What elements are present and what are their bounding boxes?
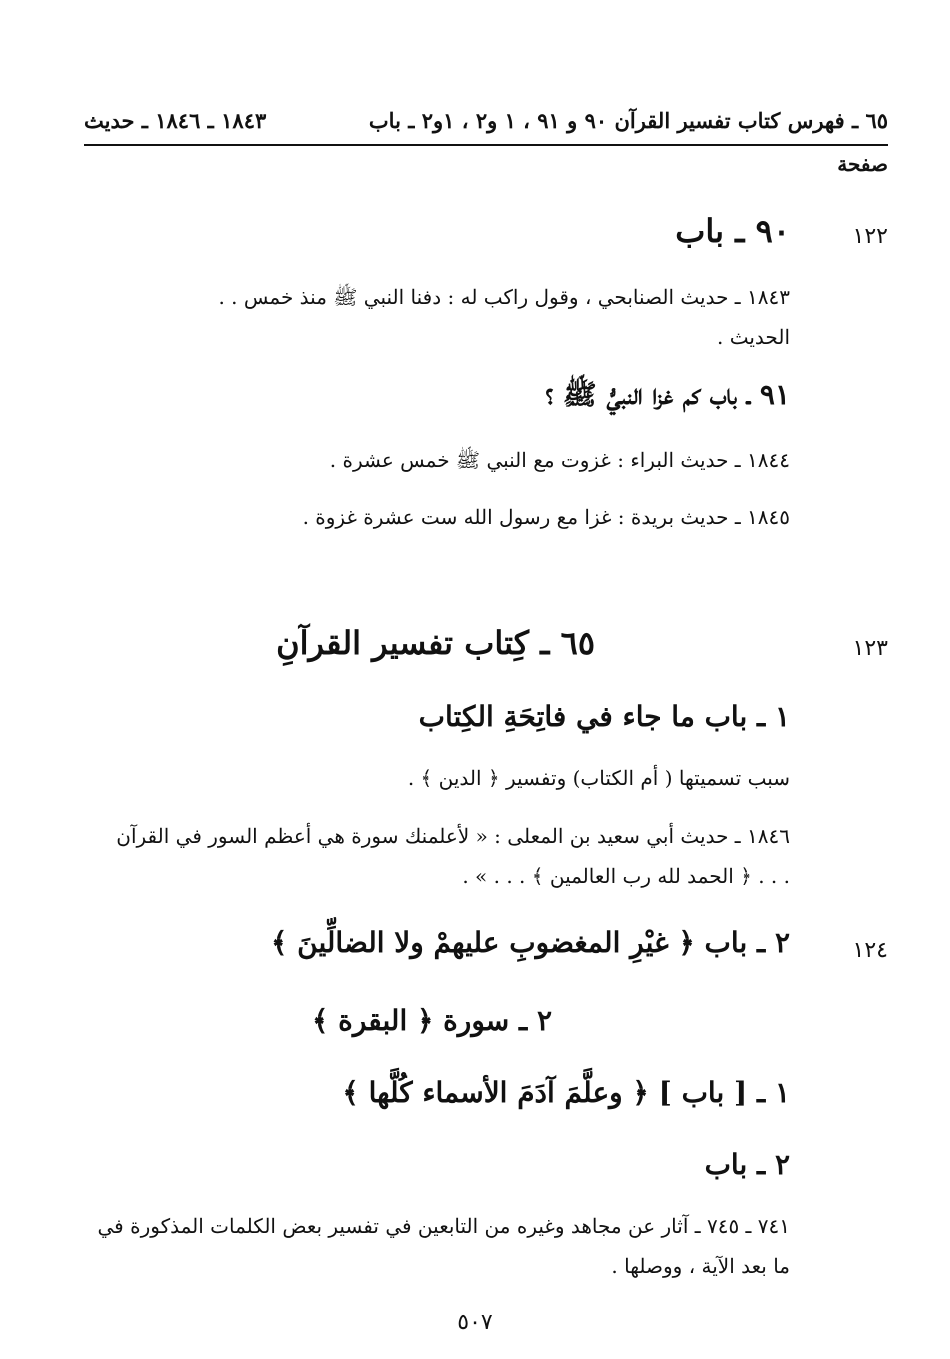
page-ref-124: ١٢٤	[852, 938, 888, 963]
hadith-1844: ١٨٤٤ ـ حديث البراء : غزوت مع النبي ﷺ خمس عشرة .	[329, 448, 790, 472]
hadith-1843-line-1: ١٨٤٣ ـ حديث الصنابحي ، وقول راكب له : دفنا النبي ﷺ منذ خمس . .	[218, 285, 790, 309]
hadith-1845: ١٨٤٥ ـ حديث بريدة : غزا مع رسول الله ست عشرة غزوة .	[302, 505, 790, 529]
bab-1-heading: ١ ـ باب ما جاء في فاتِحَةِ الكِتاب	[418, 700, 790, 733]
sura-2-heading: ٢ ـ سورة ﴿ البقرة ﴾	[312, 1004, 552, 1037]
hadith-1846-line-1: ١٨٤٦ ـ حديث أبي سعيد بن المعلى : « لأعلمنك سورة هي أعظم السور في القرآن	[116, 824, 790, 848]
header-rule	[84, 144, 888, 146]
running-header-title: ٦٥ ـ فهرس كتاب تفسير القرآن ٩٠ و ٩١ ، ١ و٢ ، ١و٢ ـ باب	[368, 108, 888, 133]
running-header-range: ١٨٤٣ ـ ١٨٤٦ ـ حديث	[84, 108, 267, 133]
athar-741-745	[76, 1206, 790, 1286]
bab-90-heading: ٩٠ ـ باب	[675, 212, 790, 250]
hadith-1846	[76, 816, 790, 896]
sura-2-bab-2-heading: ٢ ـ باب	[704, 1148, 790, 1181]
athar-line-2: ما بعد الآية ، ووصلها .	[611, 1254, 790, 1278]
athar-line-1: ٧٤١ ـ ٧٤٥ ـ آثار عن مجاهد وغيره من التابعين في تفسير بعض الكلمات المذكورة في	[97, 1214, 790, 1238]
hadith-1846-line-2: . . . ﴿ الحمد لله رب العالمين ﴾ . . . » .	[462, 864, 790, 888]
hadith-1843-line-2: الحديث .	[717, 325, 790, 349]
page-ref-123: ١٢٣	[852, 636, 888, 661]
bab-2-heading: ٢ ـ باب ﴿ غيْرِ المغضوبِ عليهمْ ولا الضالِّينَ ﴾	[270, 926, 790, 959]
page-ref-122: ١٢٢	[852, 224, 888, 249]
bab-91-heading: ٩١ ـ باب كم غزا النبيُّ ﷺ ؟	[545, 378, 790, 411]
bab-1-note: سبب تسميتها ( أم الكتاب) وتفسير ﴿ الدين ﴾ .	[407, 766, 790, 790]
hadith-1843	[84, 277, 790, 357]
kitab-65-heading: ٦٥ ـ كِتاب تفسير القرآنِ	[276, 624, 595, 662]
page-number: ٥٠٧	[457, 1310, 493, 1335]
page-column-label: صفحة	[837, 152, 888, 176]
sura-2-bab-1-heading: ١ ـ [ باب ] ﴿ وعلَّمَ آدَمَ الأسماء كُلَّها ﴾	[342, 1076, 790, 1109]
